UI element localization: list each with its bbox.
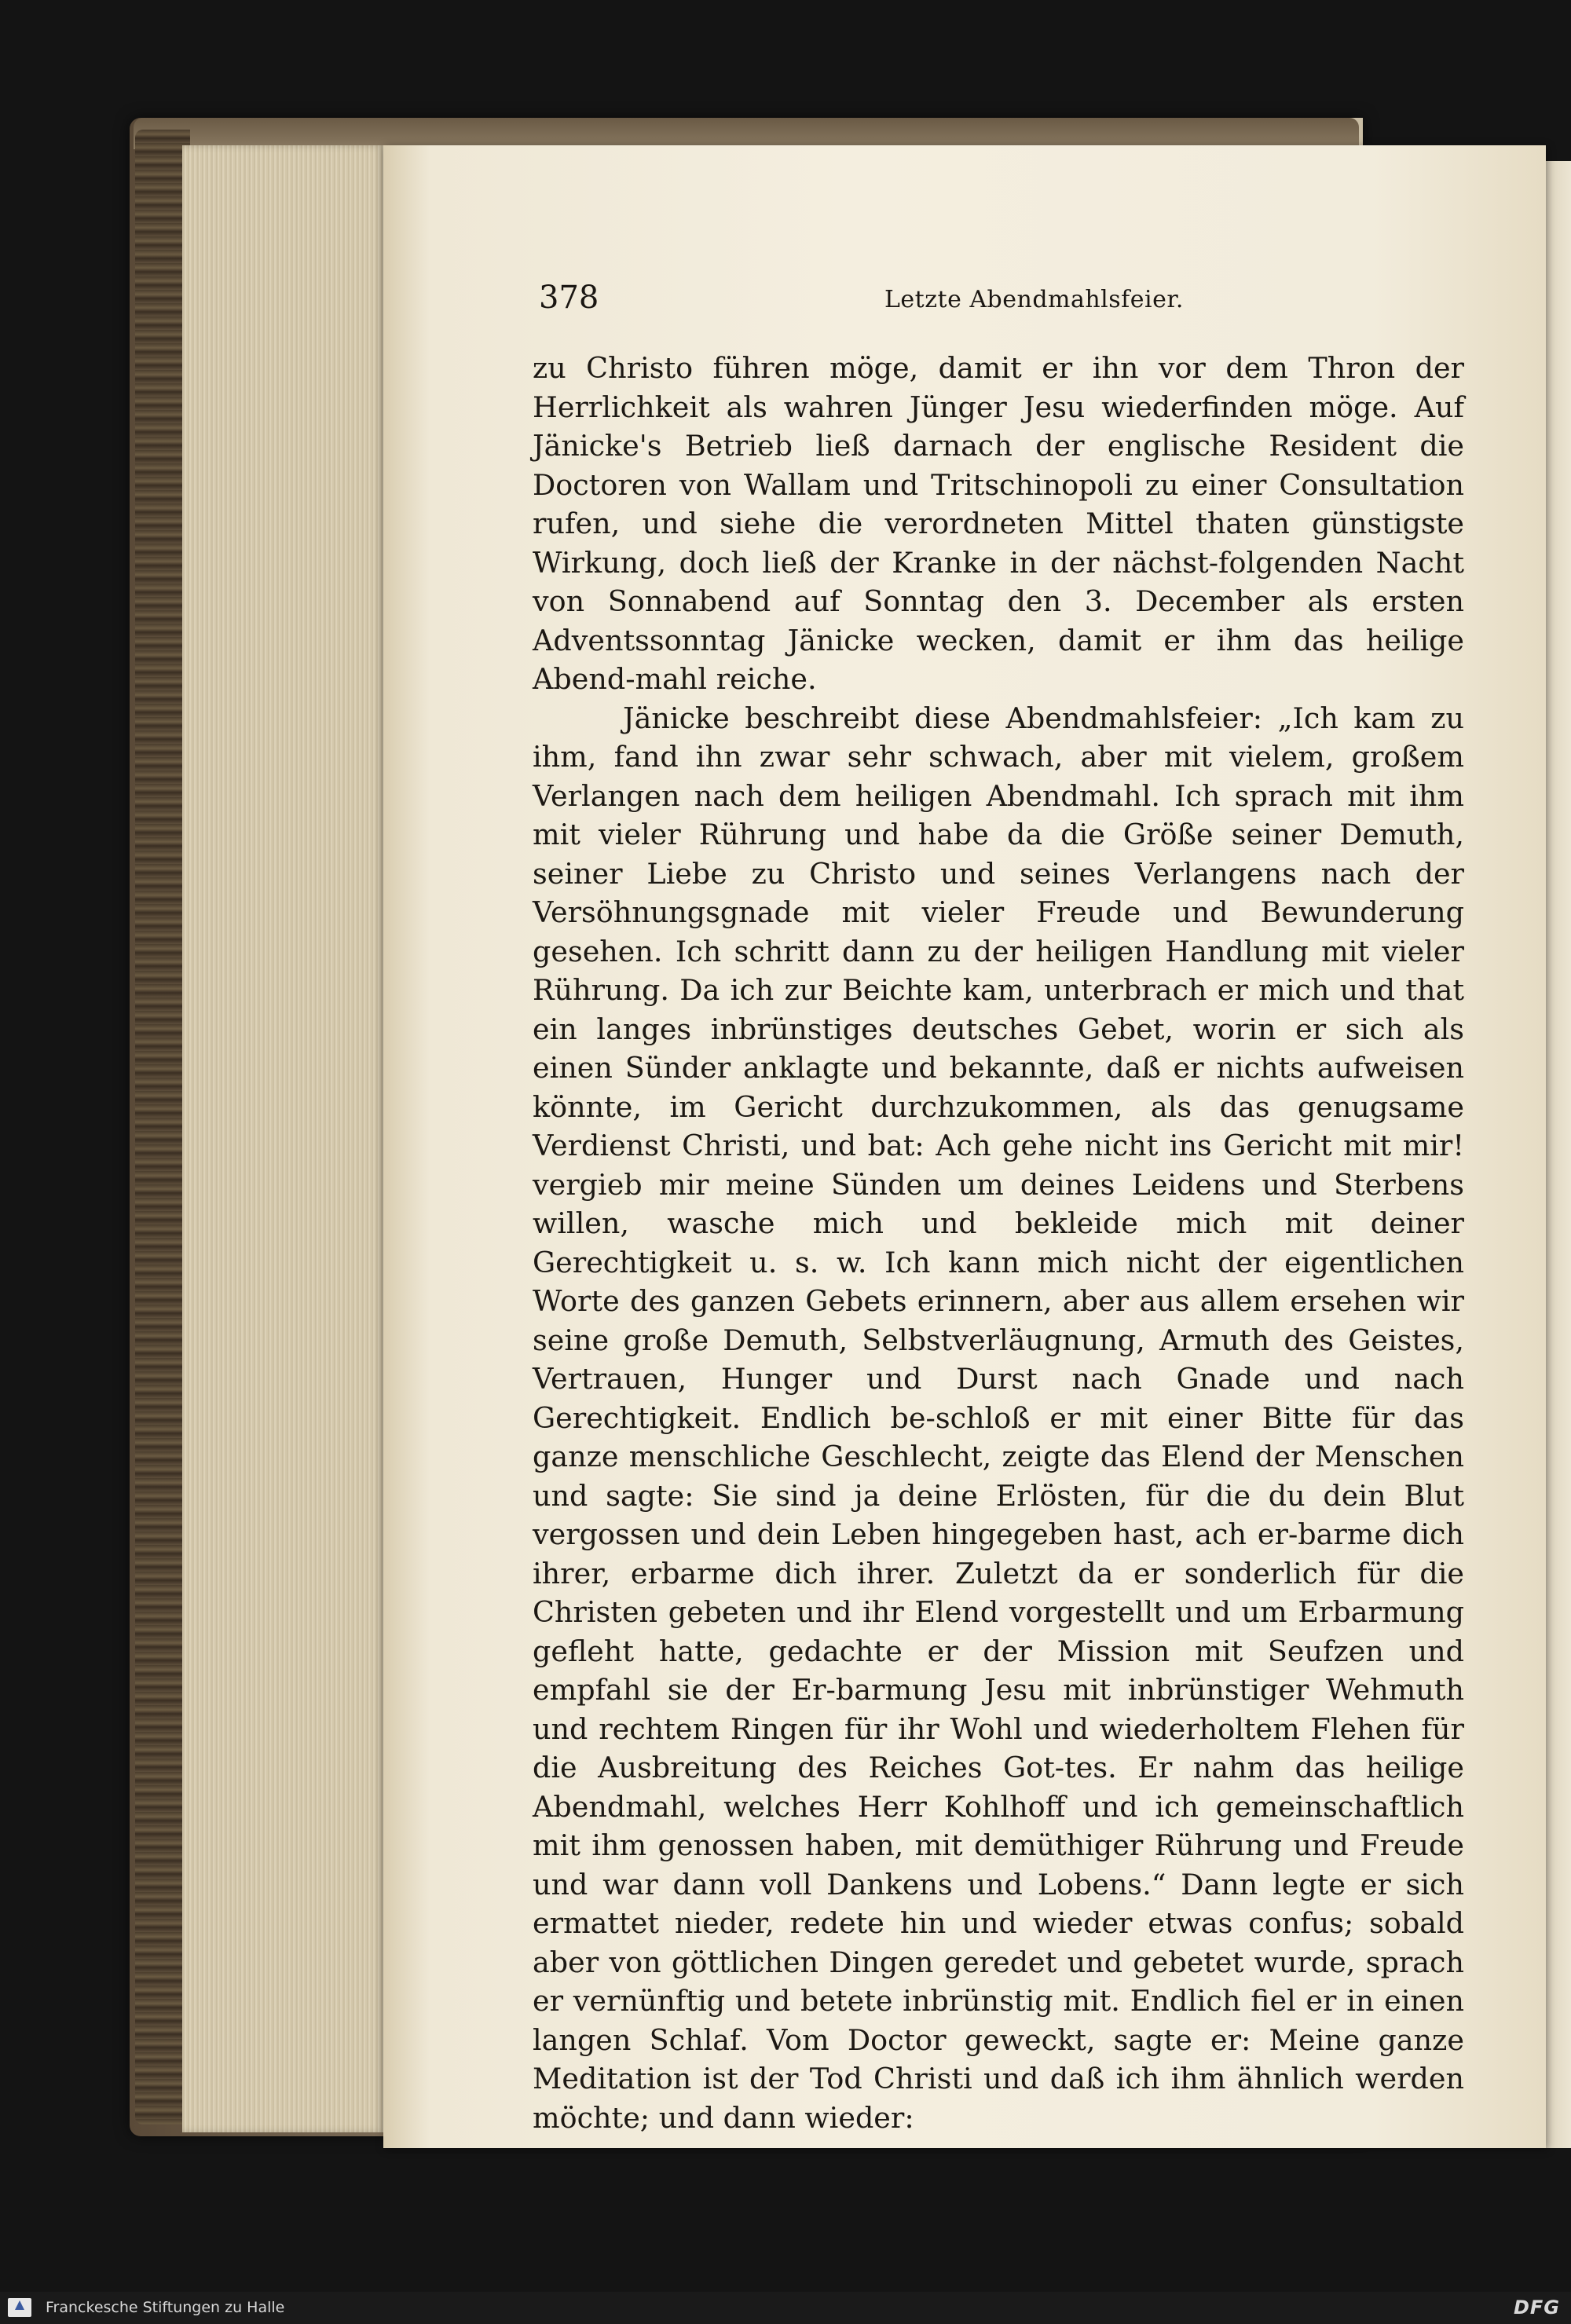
page-edges xyxy=(182,145,385,2132)
viewer-footer xyxy=(0,2292,1571,2324)
body-text xyxy=(533,349,1464,2137)
institution-logo-icon xyxy=(8,2298,31,2317)
paragraph: zu Christo führen möge, damit er ihn vor dem Thron der Herrlichkeit als wahren Jünger Jesu wiederfinden möge. Auf Jänicke's Betrieb ließ darnach der englische Resident die Doctoren von Wallam und Tritschinopoli zu einer Consultation rufen, und siehe die verordneten Mittel thaten günstigste Wirkung, doch ließ der Kranke in der nächst-folgenden Nacht von Sonnabend auf Sonntag den 3. December als ersten Adventssonntag Jänicke wecken, damit er ihm das heilige Abend-mahl reiche. xyxy=(533,351,1464,696)
institution-name: Franckesche Stiftungen zu Halle xyxy=(46,2299,285,2316)
paragraph: Jänicke beschreibt diese Abendmahlsfeier: „Ich kam zu ihm, fand ihn zwar sehr schwach, aber mit vielem, großem Verlangen nach dem heiligen Abendmahl. Ich sprach mit ihm mit vieler Rührung und habe da die Größe seiner Demuth, seiner Liebe zu Christo und seines Verlangens nach der Versöhnungsgnade mit vieler Freude und Bewunderung gesehen. Ich schritt dann zu der heiligen Handlung mit vieler Rührung. Da ich zur Beichte kam, unterbrach er mich und that ein langes inbrünstiges deutsches Gebet, worin er sich als einen Sünder anklagte und bekannte, daß er nichts aufweisen könnte, im Gericht durchzukommen, als das genugsame Verdienst Christi, und bat: Ach gehe nicht ins Gericht mit mir! vergieb mir meine Sünden um deines Leidens und Sterbens willen, wasche mich und bekleide mich mit deiner Gerechtigkeit u. s. w. Ich kann mich nicht der eigentlichen Worte des ganzen Gebets erinnern, aber aus allem ersehen wir seine große Demuth, Selbstverläugnung, Armuth des Geistes, Vertrauen, Hunger und Durst nach Gnade und nach Gerechtigkeit. Endlich be-schloß er mit einer Bitte für das ganze menschliche Geschlecht, zeigte das Elend der Menschen und sagte: Sie sind ja deine Erlösten, für die du dein Blut vergossen und dein Leben hingegeben hast, ach er-barme dich ihrer, erbarme dich ihrer. Zuletzt da er sonderlich für die Christen gebeten und ihr Elend vorgestellt und um Erbarmung gefleht hatte, gedachte er der Mission mit Seufzen und empfahl sie der Er-barmung Jesu mit inbrünstiger Wehmuth und rechtem Ringen für ihr Wohl und wiederholtem Flehen für die Ausbreitung des Reiches Got-tes. Er nahm das heilige Abendmahl, welches Herr Kohlhoff und ich gemeinschaftlich mit ihm genossen haben, mit demüthiger Rührung und Freude und war dann voll Dankens und Lobens.“ Dann legte er sich ermattet nieder, redete hin und wieder etwas confus; sobald aber von göttlichen Dingen geredet und gebetet wurde, sprach er vernünftig und betete inbrünstig mit. Endlich fiel er in einen langen Schlaf. Vom Doctor geweckt, sagte er: Meine ganze Meditation ist der Tod Christi und daß ich ihm ähnlich werden möchte; und dann wieder: xyxy=(533,701,1464,2135)
running-title: Letzte Abendmahlsfeier. xyxy=(884,286,1184,313)
page-header xyxy=(539,280,1466,327)
book-cover-top-edge xyxy=(134,118,1359,149)
dfg-logo: DFG xyxy=(1513,2297,1560,2319)
page-number: 378 xyxy=(539,280,599,316)
